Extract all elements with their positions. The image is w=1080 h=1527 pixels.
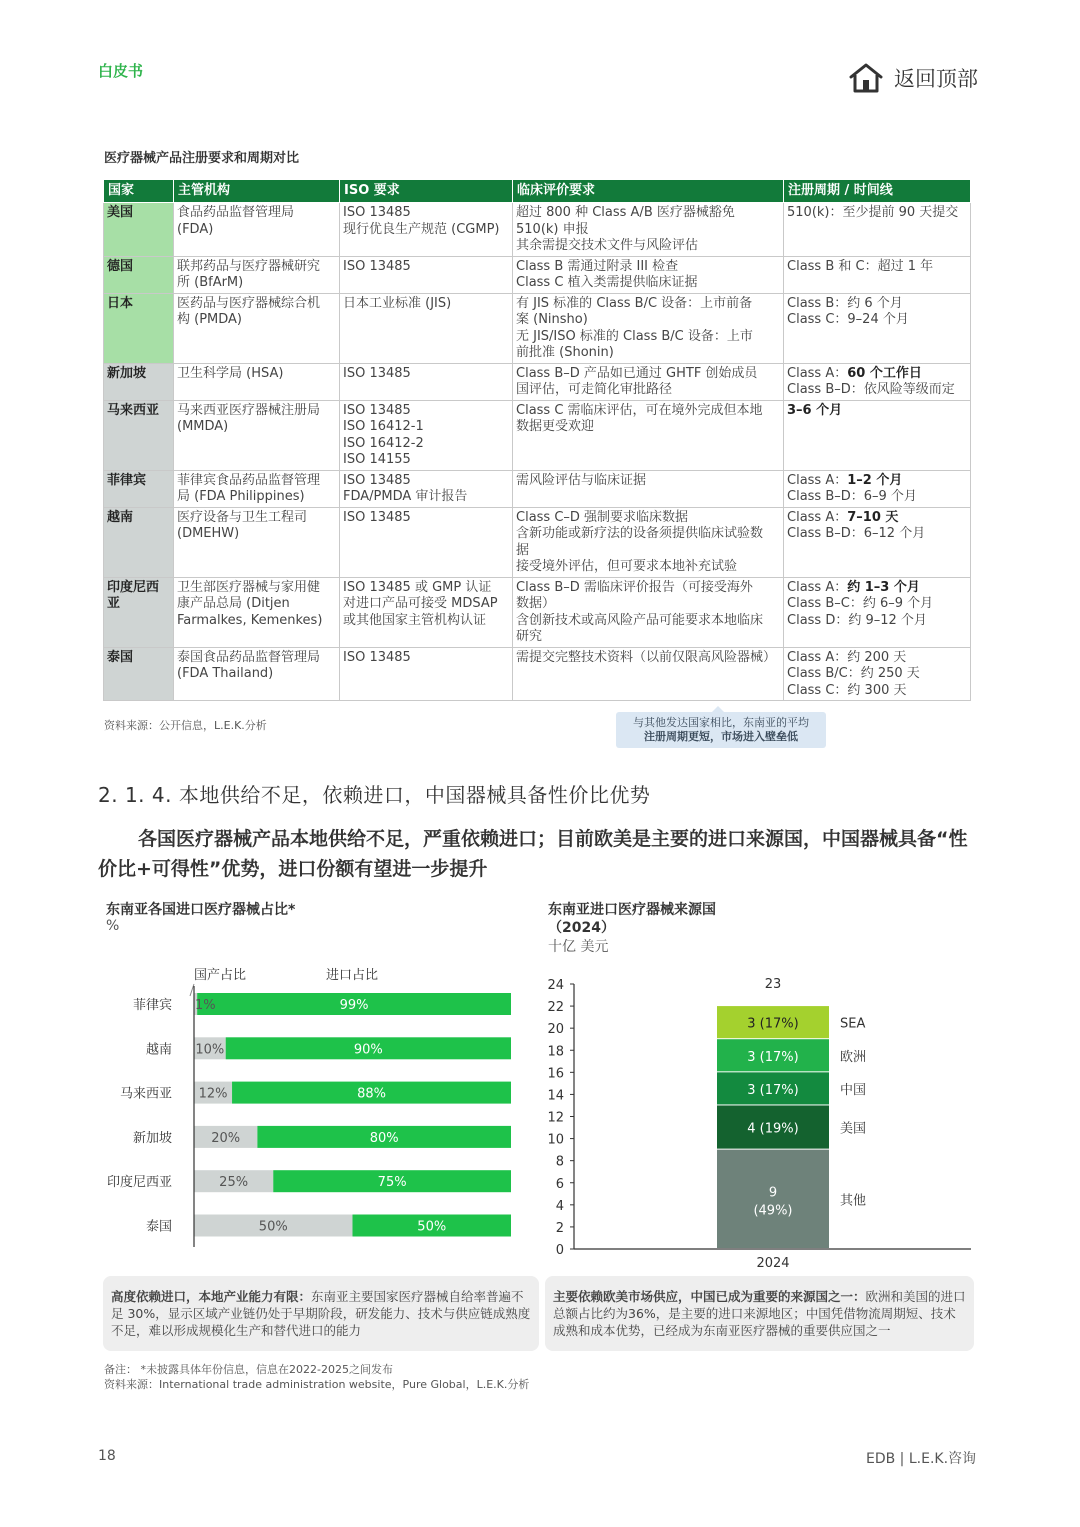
left-chart-note: [103, 1276, 539, 1351]
authority-cell: [174, 507, 340, 577]
table-header-row: [104, 180, 971, 203]
back-to-top-label: 返回顶部: [894, 67, 978, 91]
category-label: 泰国: [145, 1219, 172, 1235]
left-note-text: 东南亚主要国家医疗器械自给率普遍不足 30%，显示区域产业链仍处于早期阶段，研发能力、技术与供应链成熟度不足，难以形成规模化生产和替代进口的能力: [111, 1289, 531, 1338]
left-chart-title: 东南亚各国进口医疗器械占比*: [106, 902, 296, 918]
authority-line: 马来西亚医疗器械注册局: [177, 402, 321, 418]
data-label-domestic: 10%: [195, 1042, 225, 1058]
timeline-text: Class A：: [787, 365, 848, 381]
table-row: [104, 647, 971, 701]
timeline-line: [787, 489, 967, 506]
clinical-line: 国评估，可走简化审批路径: [516, 382, 673, 397]
clinical-line: 需提交完整技术资料（以前仅限高风险器械）: [516, 649, 777, 665]
registration-table: [103, 179, 971, 701]
section-title: 2. 1. 4. 本地供给不足，依赖进口，中国器械具备性价比优势: [98, 783, 651, 807]
iso-line: 日本工业标准 (JIS): [343, 295, 452, 311]
timeline-line: [787, 683, 967, 700]
table-header-cell: 国家: [104, 180, 174, 203]
timeline-emphasis: 3–6 个月: [787, 402, 843, 418]
timeline-text: Class B：约 6 个月: [787, 295, 903, 311]
clinical-line: 有 JIS 标准的 Class B/C 设备：上市前备: [516, 295, 753, 311]
authority-line: 医药品与医疗器械综合机: [177, 295, 321, 311]
data-label-import: 50%: [417, 1219, 447, 1235]
country-cell: 新加坡: [104, 363, 174, 400]
timeline-cell: [784, 507, 971, 577]
authority-cell: [174, 256, 340, 293]
y-tick-label: 18: [547, 1044, 564, 1060]
clinical-line: 数据更受欢迎: [516, 419, 595, 434]
legend-domestic: 国产占比: [194, 968, 247, 983]
clinical-line: 数据）: [516, 596, 556, 611]
data-label-import: 90%: [353, 1042, 383, 1058]
iso-line: ISO 13485: [343, 258, 411, 274]
iso-cell: [340, 647, 513, 701]
timeline-text: Class B 和 C：超过 1 年: [787, 258, 934, 274]
data-label-domestic: 12%: [198, 1086, 228, 1102]
country-cell: 菲律宾: [104, 470, 174, 507]
left-note-bold: 高度依赖进口，本地产业能力有限：: [111, 1289, 312, 1304]
timeline-emphasis: 60 个工作日: [847, 365, 922, 381]
y-tick-label: 0: [555, 1243, 564, 1258]
authority-line: 所 (BfArM): [177, 275, 244, 290]
authority-cell: [174, 293, 340, 363]
authority-line: 联邦药品与医疗器械研究: [177, 258, 321, 274]
authority-line: (DMEHW): [177, 526, 240, 541]
timeline-line: [787, 613, 967, 630]
clinical-cell: [513, 203, 784, 257]
country-cell: 越南: [104, 507, 174, 577]
clinical-line: Class C–D 强制要求临床数据: [516, 509, 689, 525]
authority-line: 构 (PMDA): [177, 312, 243, 327]
iso-cell: [340, 256, 513, 293]
table-header-cell: 注册周期 / 时间线: [784, 180, 971, 203]
iso-line: ISO 13485 或 GMP 认证: [343, 579, 492, 595]
iso-line: ISO 16412-2: [343, 435, 424, 451]
authority-line: Farmalkes, Kemenkes): [177, 612, 323, 628]
authority-line: 局 (FDA Philippines): [177, 489, 305, 504]
category-label: 印度尼西亚: [106, 1175, 172, 1191]
data-label-import: 88%: [357, 1086, 386, 1102]
timeline-line: [787, 596, 967, 613]
iso-line: ISO 14155: [343, 452, 411, 467]
right-chart: [536, 970, 976, 1270]
footnote-source: 资料来源：International trade administration website，Pure Global，L.E.K.分析: [104, 1378, 530, 1391]
iso-line: ISO 13485: [343, 509, 411, 525]
back-to-top-link[interactable]: [848, 62, 978, 94]
data-label-import: 75%: [377, 1175, 407, 1191]
clinical-cell: [513, 577, 784, 647]
table-row: [104, 363, 971, 400]
clinical-line: 含新功能或新疗法的设备须提供临床试验数: [516, 526, 764, 541]
data-label-domestic: 1%: [195, 998, 216, 1013]
segment-label: 3 (17%): [747, 1082, 799, 1098]
clinical-line: 研究: [516, 629, 543, 644]
country-cell: 美国: [104, 203, 174, 257]
segment-name: 中国: [840, 1082, 867, 1098]
data-label-import: 80%: [369, 1130, 399, 1146]
iso-cell: [340, 293, 513, 363]
timeline-cell: [784, 256, 971, 293]
timeline-text: Class B–D：6–12 个月: [787, 526, 926, 541]
timeline-emphasis: 7–10 天: [847, 509, 899, 525]
timeline-cell: [784, 577, 971, 647]
authority-line: (FDA Thailand): [177, 666, 274, 681]
authority-line: 卫生科学局 (HSA): [177, 365, 284, 381]
data-label-import: 99%: [339, 998, 369, 1013]
clinical-line: 据: [516, 542, 530, 558]
clinical-line: 案 (Ninsho): [516, 312, 588, 327]
iso-line: ISO 13485: [343, 402, 411, 418]
category-label: 菲律宾: [132, 998, 172, 1013]
country-cell: 马来西亚: [104, 400, 174, 470]
table-source: 资料来源：公开信息，L.E.K.分析: [104, 719, 267, 732]
timeline-line: [787, 205, 967, 222]
y-tick-label: 4: [555, 1198, 564, 1214]
timeline-line: [787, 366, 967, 383]
table-header-cell: ISO 要求: [340, 180, 513, 203]
clinical-cell: [513, 470, 784, 507]
timeline-line: [787, 473, 967, 490]
table-row: [104, 293, 971, 363]
clinical-cell: [513, 400, 784, 470]
callout-line-2: 注册周期更短，市场进入壁垒低: [644, 730, 798, 743]
authority-cell: [174, 470, 340, 507]
authority-line: 食品药品监督管理局: [177, 205, 295, 220]
timeline-line: [787, 526, 967, 543]
iso-line: ISO 16412-1: [343, 419, 424, 434]
timeline-line: [787, 296, 967, 313]
legend-import: 进口占比: [326, 968, 379, 983]
timeline-text: Class B–D：依风险等级而定: [787, 382, 955, 397]
timeline-cell: [784, 203, 971, 257]
table-row: [104, 400, 971, 470]
y-tick-label: 10: [547, 1132, 564, 1148]
left-chart: [100, 960, 530, 1260]
timeline-text: 510(k)：至少提前 90 天提交: [787, 205, 959, 220]
y-tick-label: 14: [547, 1088, 564, 1104]
clinical-line: 510(k) 申报: [516, 221, 589, 237]
authority-cell: [174, 363, 340, 400]
legend-leader: [190, 984, 194, 996]
authority-line: 菲律宾食品药品监督管理: [177, 472, 321, 488]
authority-line: 康产品总局 (Ditjen: [177, 596, 290, 611]
table-callout: [616, 712, 826, 748]
y-tick-label: 8: [555, 1154, 564, 1170]
timeline-cell: [784, 400, 971, 470]
timeline-text: Class C：约 300 天: [787, 682, 907, 698]
segment-name: 美国: [840, 1121, 867, 1137]
table-row: [104, 256, 971, 293]
country-cell: 印度尼西亚: [104, 577, 174, 647]
callout-line-1: 与其他发达国家相比，东南亚的平均: [633, 716, 809, 729]
table-title: 医疗器械产品注册要求和周期对比: [104, 151, 300, 166]
segment-name: 其他: [840, 1193, 867, 1209]
iso-line: FDA/PMDA 审计报告: [343, 489, 468, 504]
authority-line: (MMDA): [177, 419, 229, 434]
timeline-line: [787, 382, 967, 399]
category-label: 新加坡: [132, 1130, 172, 1146]
y-tick-label: 12: [547, 1110, 564, 1126]
timeline-line: [787, 259, 967, 276]
country-cell: 泰国: [104, 647, 174, 701]
table-body: [104, 203, 971, 701]
clinical-line: Class B–D 产品如已通过 GHTF 创始成员: [516, 365, 758, 381]
table-row: [104, 470, 971, 507]
right-note-text: 欧洲和美国的进口总额占比约为36%，是主要的进口来源地区；中国凭借物流周期短、技术成熟和成本优势，已经成为东南亚医疗器械的重要供应国之一: [553, 1289, 966, 1338]
right-chart-note: [545, 1276, 974, 1351]
authority-cell: [174, 203, 340, 257]
clinical-cell: [513, 363, 784, 400]
footer-publisher: EDB | L.E.K.咨询: [866, 1451, 977, 1467]
clinical-line: 其余需提交技术文件与风险评估: [516, 238, 699, 253]
segment-label: 9: [768, 1185, 778, 1201]
timeline-text: Class A：: [787, 472, 848, 488]
category-label: 越南: [145, 1042, 172, 1058]
iso-cell: [340, 507, 513, 577]
category-label: 马来西亚: [119, 1086, 172, 1102]
y-tick-label: 20: [547, 1022, 564, 1038]
home-icon: [848, 62, 884, 94]
data-label-domestic: 25%: [219, 1175, 249, 1191]
clinical-line: 超过 800 种 Class A/B 医疗器械豁免: [516, 205, 735, 220]
authority-line: 卫生部医疗器械与家用健: [177, 579, 321, 595]
timeline-line: [787, 403, 967, 420]
country-cell: 德国: [104, 256, 174, 293]
timeline-text: Class A：约 200 天: [787, 649, 907, 665]
timeline-line: [787, 580, 967, 597]
timeline-text: Class D：约 9–12 个月: [787, 612, 927, 628]
segment-label: (49%): [753, 1203, 793, 1219]
authority-line: (FDA): [177, 221, 214, 237]
y-tick-label: 6: [555, 1176, 564, 1192]
section-lead: 各国医疗器械产品本地供给不足，严重依赖进口；目前欧美是主要的进口来源国，中国器械具备“性价比+可得性”优势，进口份额有望进一步提升: [98, 828, 968, 880]
authority-line: 医疗设备与卫生工程司: [177, 509, 308, 525]
right-chart-subtitle: （2024）: [548, 920, 615, 936]
brand-label: 白皮书: [98, 62, 144, 80]
timeline-text: Class A：: [787, 579, 848, 595]
right-chart-unit: 十亿 美元: [548, 939, 609, 955]
total-label: 23: [764, 977, 782, 993]
timeline-text: Class B/C：约 250 天: [787, 666, 920, 681]
table-header-cell: 主管机构: [174, 180, 340, 203]
segment-label: 4 (19%): [747, 1121, 799, 1137]
clinical-line: 前批准 (Shonin): [516, 345, 614, 360]
clinical-line: 接受境外评估，但可要求本地补充试验: [516, 559, 738, 574]
authority-cell: [174, 577, 340, 647]
iso-line: ISO 13485: [343, 649, 411, 665]
iso-cell: [340, 577, 513, 647]
clinical-line: 含创新技术或高风险产品可能要求本地临床: [516, 612, 764, 628]
clinical-line: Class B 需通过附录 III 检查: [516, 258, 679, 274]
y-tick-label: 16: [547, 1066, 564, 1082]
iso-line: 或其他国家主管机构认证: [343, 612, 487, 628]
timeline-text: Class B–C：约 6–9 个月: [787, 596, 934, 611]
authority-cell: [174, 647, 340, 701]
y-tick-label: 22: [547, 1000, 564, 1016]
timeline-line: [787, 312, 967, 329]
clinical-cell: [513, 293, 784, 363]
table-row: [104, 507, 971, 577]
timeline-cell: [784, 470, 971, 507]
iso-line: ISO 13485: [343, 472, 411, 488]
left-chart-unit: %: [106, 918, 120, 934]
timeline-line: [787, 666, 967, 683]
timeline-line: [787, 510, 967, 527]
segment-label: 3 (17%): [747, 1049, 799, 1065]
timeline-text: Class B–D：6–9 个月: [787, 489, 917, 504]
clinical-cell: [513, 507, 784, 577]
right-note-bold: 主要依赖欧美市场供应，中国已成为重要的来源国之一：: [553, 1289, 866, 1304]
segment-name: 欧洲: [840, 1049, 867, 1065]
y-tick-label: 24: [547, 978, 564, 993]
table-row: [104, 203, 971, 257]
timeline-text: Class A：: [787, 509, 848, 525]
clinical-line: 无 JIS/ISO 标准的 Class B/C 设备：上市: [516, 328, 753, 344]
x-tick-label: 2024: [756, 1256, 790, 1270]
segment-label: 3 (17%): [747, 1016, 799, 1032]
data-label-domestic: 50%: [258, 1219, 288, 1235]
timeline-cell: [784, 363, 971, 400]
iso-cell: [340, 203, 513, 257]
clinical-line: Class C 需临床评估，可在境外完成但本地: [516, 402, 763, 418]
timeline-cell: [784, 647, 971, 701]
timeline-line: [787, 650, 967, 667]
clinical-cell: [513, 647, 784, 701]
table-header-cell: 临床评价要求: [513, 180, 784, 203]
iso-cell: [340, 470, 513, 507]
clinical-line: Class C 植入类需提供临床证据: [516, 275, 698, 290]
page-number: 18: [98, 1448, 116, 1464]
table-row: [104, 577, 971, 647]
timeline-emphasis: 约 1–3 个月: [847, 579, 920, 595]
clinical-cell: [513, 256, 784, 293]
timeline-text: Class C：9–24 个月: [787, 312, 909, 327]
iso-cell: [340, 400, 513, 470]
y-tick-label: 2: [555, 1220, 564, 1236]
iso-line: ISO 13485: [343, 365, 411, 381]
iso-line: 现行优良生产规范 (CGMP): [343, 221, 500, 237]
authority-line: 泰国食品药品监督管理局: [177, 649, 321, 665]
right-chart-title: 东南亚进口医疗器械来源国: [548, 902, 716, 918]
footnote-note: 备注： *未披露具体年份信息，信息在2022-2025之间发布: [104, 1363, 393, 1376]
iso-line: 对进口产品可接受 MDSAP: [343, 596, 498, 611]
authority-cell: [174, 400, 340, 470]
iso-line: ISO 13485: [343, 205, 411, 220]
iso-cell: [340, 363, 513, 400]
clinical-line: Class B–D 需临床评价报告（可接受海外: [516, 579, 753, 595]
data-label-domestic: 20%: [211, 1130, 241, 1146]
timeline-cell: [784, 293, 971, 363]
footnotes: [104, 1362, 529, 1392]
segment-name: SEA: [840, 1016, 866, 1032]
clinical-line: 需风险评估与临床证据: [516, 472, 647, 488]
timeline-emphasis: 1–2 个月: [847, 472, 903, 488]
country-cell: 日本: [104, 293, 174, 363]
